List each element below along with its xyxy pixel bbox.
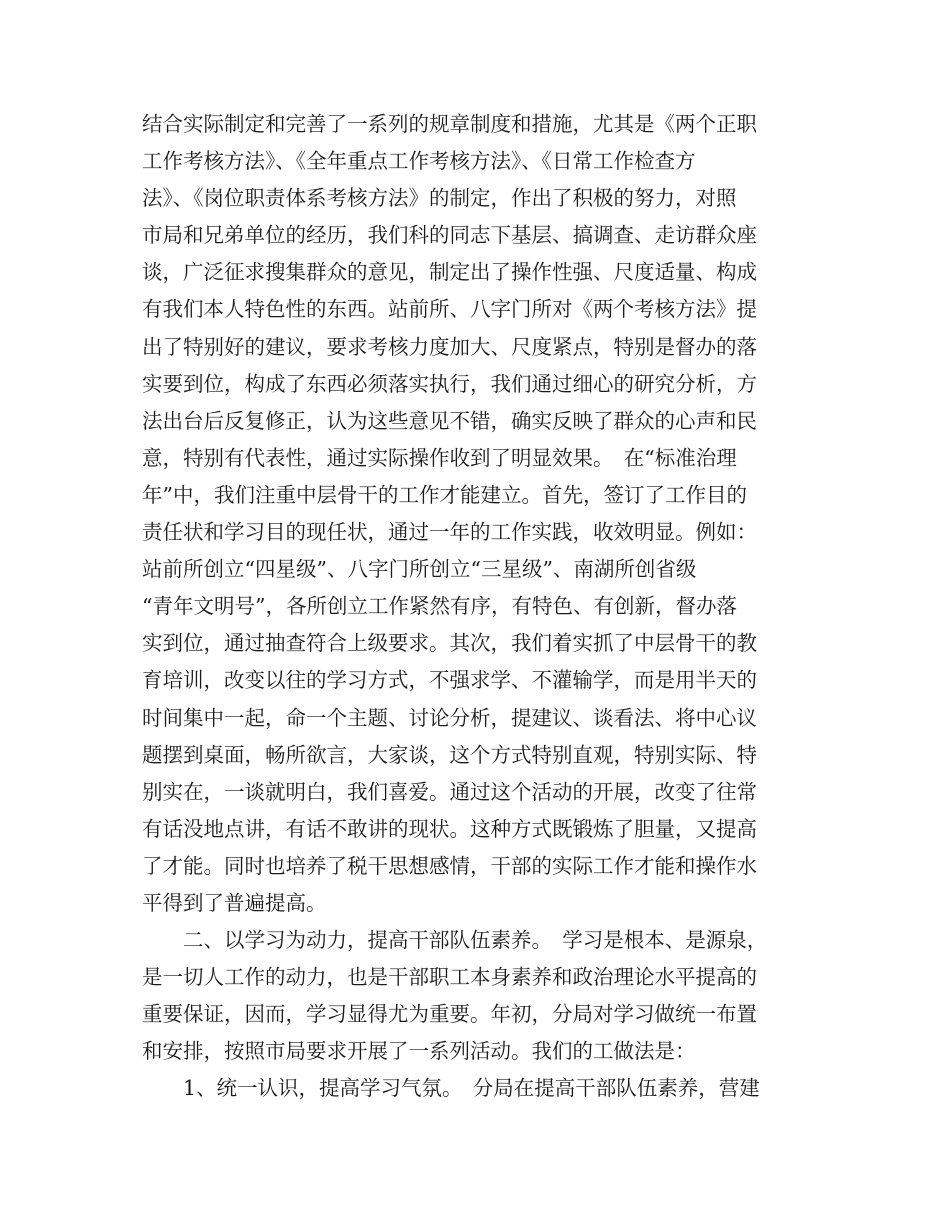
text-line: 育培训，改变以往的学习方式，不强求学、不灌输学，而是用半天的 (142, 668, 757, 693)
text-line: 意，特别有代表性，通过实际操作收到了明显效果。 在“标准治理 (142, 445, 737, 470)
text-line: 出了特别好的建议，要求考核力度加大、尺度紧点，特别是督办的落 (142, 334, 757, 359)
text-line: 责任状和学习目的现任状，通过一年的工作实践，收效明显。例如： (142, 520, 757, 545)
subsection-heading-line: 1、统一认识，提高学习气氛。 分局在提高干部队伍素养，营建 (183, 1076, 760, 1101)
text-line: 实到位，通过抽查符合上级要求。其次，我们着实抓了中层骨干的教 (142, 631, 757, 656)
section-heading-line: 二、以学习为动力，提高干部队伍素养。 学习是根本、是源泉， (183, 928, 768, 953)
text-line: 别实在，一谈就明白，我们喜爱。通过这个活动的开展，改变了往常 (142, 779, 757, 804)
text-line: 工作考核方法》、《全年重点工作考核方法》、《日常工作检查方 (142, 149, 696, 174)
text-line: “青年文明号”，各所创立工作紧然有序，有特色、有创新，督办落 (142, 594, 737, 619)
text-line: 谈，广泛征求搜集群众的意见，制定出了操作性强、尺度适量、构成 (142, 260, 757, 285)
text-line: 结合实际制定和完善了一系列的规章制度和措施，尤其是《两个正职 (142, 112, 757, 136)
text-line: 重要保证，因而，学习显得尤为重要。年初，分局对学习做统一布置 (142, 1002, 757, 1027)
text-line: 法出台后反复修正，认为这些意见不错，确实反映了群众的心声和民 (142, 408, 757, 433)
text-line: 实要到位，构成了东西必须落实执行，我们通过细心的研究分析，方 (142, 371, 757, 396)
text-line: 平得到了普遍提高。 (142, 890, 327, 915)
text-line: 市局和兄弟单位的经历，我们科的同志下基层、搞调查、走访群众座 (142, 223, 757, 248)
text-line: 时间集中一起，命一个主题、讨论分析，提建议、谈看法、将中心议 (142, 705, 757, 730)
text-line: 法》、《岗位职责体系考核方法》的制定，作出了积极的努力，对照 (142, 186, 737, 211)
text-line: 题摆到桌面，畅所欲言，大家谈，这个方式特别直观，特别实际、特 (142, 742, 757, 767)
text-line: 有我们本人特色性的东西。站前所、八字门所对《两个考核方法》提 (142, 297, 757, 322)
body-text (142, 106, 822, 1108)
text-line: 年”中，我们注重中层骨干的工作才能建立。首先，签订了工作目的 (142, 482, 747, 507)
text-line: 和安排，按照市局要求开展了一系列活动。我们的工做法是： (142, 1039, 696, 1064)
text-line: 有话没地点讲，有话不敢讲的现状。这种方式既锻炼了胆量，又提高 (142, 816, 757, 841)
text-line: 站前所创立“四星级”、八字门所创立“三星级”、南湖所创省级 (142, 557, 697, 582)
text-line: 是一切人工作的动力，也是干部职工本身素养和政治理论水平提高的 (142, 965, 757, 990)
text-line: 了才能。同时也培养了税干思想感情，干部的实际工作才能和操作水 (142, 853, 757, 878)
